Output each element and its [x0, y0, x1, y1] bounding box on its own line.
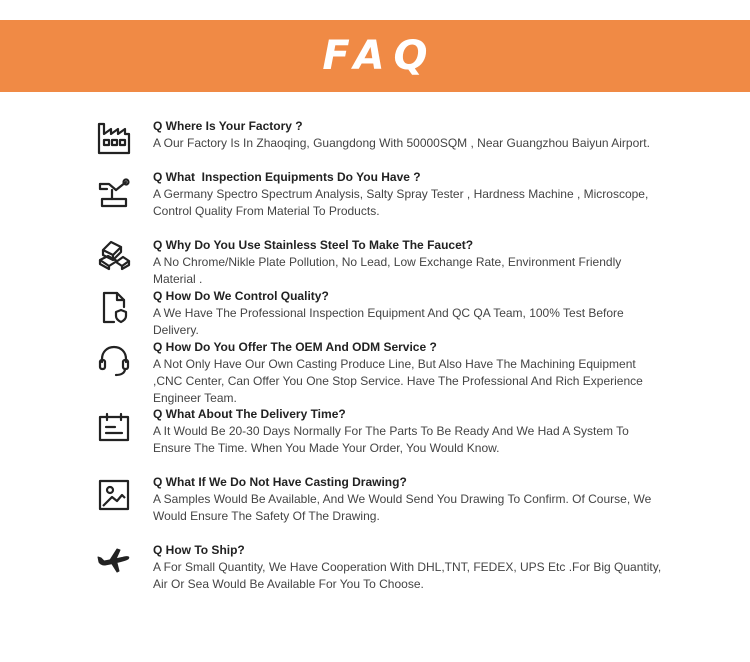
faq-question: Q What If We Do Not Have Casting Drawing? [153, 475, 407, 489]
faq-answer: A Not Only Have Our Own Casting Produce Line, But Also Have The Machining Equipment ,CNC Center, Can Offer You One Stop Service. Have The Professional And Rich Experience Engineer Team. [153, 357, 643, 405]
faq-question: Q How To Ship? [153, 543, 245, 557]
faq-answer: A For Small Quantity, We Have Cooperation With DHL,TNT, FEDEX, UPS Etc .For Big Quantity, Air Or Sea Would Be Available For You To Choose. [153, 560, 662, 591]
faq-answer: A Germany Spectro Spectrum Analysis, Salty Spray Tester , Hardness Machine , Microscope, Control Quality From Material To Products. [153, 187, 649, 218]
metal-ingots-icon [97, 238, 131, 272]
faq-question: Q Why Do You Use Stainless Steel To Make The Faucet? [153, 238, 474, 252]
faq-answer: A No Chrome/Nikle Plate Pollution, No Lead, Low Exchange Rate, Environment Friendly Material . [153, 255, 622, 286]
robot-arm-icon [97, 176, 131, 210]
faq-question: Q How Do We Control Quality? [153, 289, 329, 303]
image-drawing-icon [97, 478, 131, 512]
airplane-icon [97, 543, 131, 577]
factory-icon [97, 121, 131, 155]
faq-answer: A Our Factory Is In Zhaoqing, Guangdong With 50000SQM , Near Guangzhou Baiyun Airport. [153, 136, 650, 150]
faq-question: Q Where Is Your Factory ? [153, 119, 303, 133]
faq-question: Q How Do You Offer The OEM And ODM Service ? [153, 340, 437, 354]
page-title: FAQ [322, 33, 437, 79]
quality-document-icon [97, 290, 131, 324]
headset-icon [97, 344, 131, 378]
faq-answer: A It Would Be 20-30 Days Normally For The Parts To Be Ready And We Had A System To Ensure The Time. When You Made Your Order, You Would Know. [153, 424, 629, 455]
faq-answer: A We Have The Professional Inspection Equipment And QC QA Team, 100% Test Before Delivery. [153, 306, 624, 337]
faq-question: Q What Inspection Equipments Do You Have ? [153, 170, 421, 184]
calendar-icon [97, 411, 131, 445]
faq-question: Q What About The Delivery Time? [153, 407, 346, 421]
faq-answer: A Samples Would Be Available, And We Would Send You Drawing To Confirm. Of Course, We Would Ensure The Safety Of The Drawing. [153, 492, 652, 523]
